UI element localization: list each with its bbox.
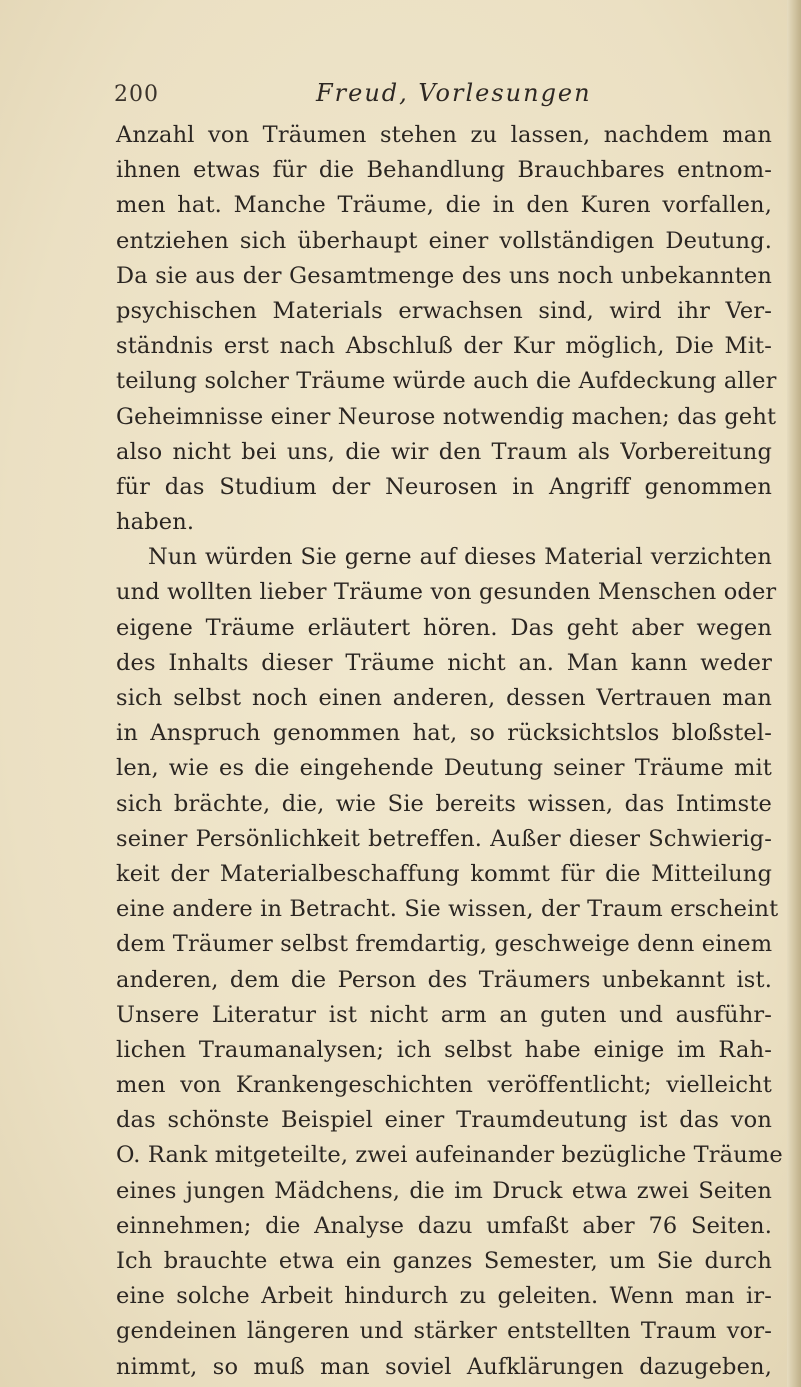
text-line: teilung solcher Träume würde auch die Aufdeckung aller [116, 368, 777, 395]
text-line: ständnis erst nach Abschluß der Kur möglich, Die Mit- [116, 333, 772, 360]
page-edge-shadow [787, 0, 801, 1387]
paragraph-end-line: haben. [116, 509, 195, 536]
text-line: ihnen etwas für die Behandlung Brauchbares entnom- [116, 157, 772, 184]
text-line: dem Träumer selbst fremdartig, geschweige denn einem [116, 931, 773, 958]
text-line: anderen, dem die Person des Träumers unbekannt ist. [116, 966, 772, 993]
text-line: len, wie es die eingehende Deutung seiner Träume mit [116, 755, 772, 782]
text-line: sich selbst noch einen anderen, dessen Vertrauen man [116, 685, 772, 711]
text-line: seiner Persönlichkeit betreffen. Außer dieser Schwierig- [116, 825, 772, 852]
text-line: Da sie aus der Gesamtmenge des uns noch unbekannten [116, 262, 772, 289]
body-text [116, 118, 783, 1385]
paragraph-start-line: Nun würden Sie gerne auf dieses Material verzichten [148, 544, 772, 571]
text-line: das schönste Beispiel einer Traumdeutung ist das von [116, 1107, 772, 1134]
text-line: psychischen Materials erwachsen sind, wird ihr Ver- [116, 297, 772, 324]
text-line: O. Rank mitgeteilte, zwei aufeinander bezügliche Träume [116, 1142, 783, 1169]
text-line: und wollten lieber Träume von gesunden Menschen oder [116, 579, 777, 606]
text-line: also nicht bei uns, die wir den Traum als Vorbereitung [116, 438, 772, 465]
running-head [114, 79, 644, 122]
text-line: Ich brauchte etwa ein ganzes Semester, um Sie durch [116, 1248, 772, 1274]
text-line: eines jungen Mädchens, die im Druck etwa zwei Seiten [116, 1177, 772, 1204]
text-line: Geheimnisse einer Neurose notwendig machen; das geht [116, 403, 777, 430]
page-number: 200 [114, 82, 159, 107]
text-line: eine solche Arbeit hindurch zu geleiten. Wenn man ir- [116, 1283, 772, 1310]
text-line: nimmt, so muß man soviel Aufklärungen dazugeben, [116, 1353, 772, 1380]
text-line: keit der Materialbeschaffung kommt für die Mitteilung [116, 860, 772, 887]
text-line: Unsere Literatur ist nicht arm an guten und ausführ- [116, 1001, 772, 1028]
text-line: in Anspruch genommen hat, so rücksichtslos bloßstel- [116, 720, 772, 747]
text-line: eigene Träume erläutert hören. Das geht aber wegen [116, 614, 772, 641]
text-line: eine andere in Betracht. Sie wissen, der Traum erscheint [116, 896, 779, 923]
text-line: lichen Traumanalysen; ich selbst habe einige im Rah- [116, 1036, 772, 1063]
running-title: Freud, Vorlesungen [316, 79, 592, 107]
text-line: für das Studium der Neurosen in Angriff genommen [116, 473, 772, 500]
text-line: sich brächte, die, wie Sie bereits wissen, das Intimste [116, 790, 772, 817]
text-line: men hat. Manche Träume, die in den Kuren vorfallen, [116, 192, 772, 219]
text-line: gendeinen längeren und stärker entstellten Traum vor- [116, 1318, 772, 1345]
text-line: Anzahl von Träumen stehen zu lassen, nachdem man [116, 122, 772, 148]
text-line: einnehmen; die Analyse dazu umfaßt aber 76 Seiten. [116, 1212, 772, 1239]
text-line: entziehen sich überhaupt einer vollständigen Deutung. [116, 227, 772, 254]
text-line: men von Krankengeschichten veröffentlicht; vielleicht [116, 1072, 772, 1099]
text-line: des Inhalts dieser Träume nicht an. Man kann weder [116, 649, 772, 676]
